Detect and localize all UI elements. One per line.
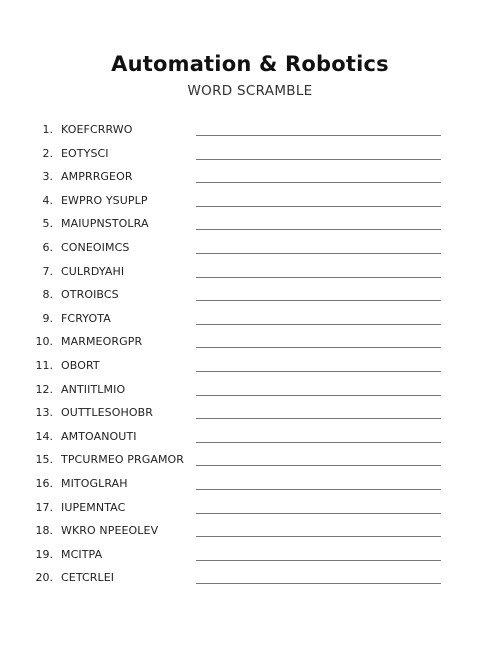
scrambled-word: KOEFCRRWO: [61, 123, 133, 136]
list-item: [0, 142, 500, 166]
list-item: [0, 519, 500, 543]
item-number: 17.: [35, 500, 53, 514]
answer-line[interactable]: [196, 489, 441, 490]
list-item: [0, 543, 500, 567]
answer-line[interactable]: [196, 229, 441, 230]
list-item: [0, 401, 500, 425]
list-item: [0, 165, 500, 189]
item-number: 2.: [42, 146, 53, 160]
list-item: [0, 118, 500, 142]
answer-line[interactable]: [196, 465, 441, 466]
scrambled-word: AMTOANOUTI: [61, 429, 137, 443]
item-number: 20.: [35, 571, 53, 585]
item-number: 9.: [42, 311, 53, 325]
list-item: [0, 566, 500, 590]
scrambled-word: TPCURMEO PRGAMOR: [61, 453, 185, 467]
scrambled-word: MAIUPNSTOLRA: [61, 217, 149, 231]
answer-line[interactable]: [196, 395, 441, 396]
answer-line[interactable]: [196, 513, 441, 514]
scramble-list: [0, 118, 500, 590]
answer-line[interactable]: [196, 159, 441, 160]
item-number: 6.: [42, 240, 53, 254]
item-number: 13.: [35, 406, 53, 420]
answer-line[interactable]: [196, 536, 441, 537]
item-number: 18.: [35, 524, 53, 538]
scrambled-word: OUTTLESOHOBR: [61, 406, 153, 420]
list-item: [0, 448, 500, 472]
list-item: [0, 260, 500, 284]
answer-line[interactable]: [196, 347, 441, 348]
list-item: [0, 307, 500, 331]
scrambled-word: ANTIITLMIO: [61, 382, 126, 396]
item-number: 12.: [35, 382, 53, 396]
list-item: [0, 472, 500, 496]
scrambled-word: AMPRRGEOR: [61, 170, 133, 184]
list-item: [0, 189, 500, 213]
answer-line[interactable]: [196, 253, 441, 254]
list-item: [0, 496, 500, 520]
scrambled-word: EOTYSCI: [61, 146, 109, 160]
answer-line[interactable]: [196, 324, 441, 325]
answer-line[interactable]: [196, 371, 441, 372]
list-item: [0, 378, 500, 402]
answer-line[interactable]: [196, 277, 441, 278]
scrambled-word: MITOGLRAH: [61, 476, 128, 490]
item-number: 3.: [42, 170, 53, 184]
item-number: 19.: [35, 547, 53, 561]
page-title: Automation & Robotics: [111, 52, 389, 76]
list-item: [0, 236, 500, 260]
item-number: 7.: [42, 264, 53, 278]
scrambled-word: MCITPA: [61, 547, 103, 561]
answer-line[interactable]: [196, 560, 441, 561]
list-item: [0, 283, 500, 307]
item-number: 10.: [35, 335, 53, 349]
item-number: 11.: [35, 358, 53, 372]
item-number: 1.: [42, 123, 53, 136]
answer-line[interactable]: [196, 583, 441, 584]
scrambled-word: FCRYOTA: [61, 311, 111, 325]
item-number: 4.: [42, 193, 53, 207]
list-item: [0, 212, 500, 236]
scrambled-word: IUPEMNTAC: [61, 500, 126, 514]
item-number: 14.: [35, 429, 53, 443]
list-item: [0, 354, 500, 378]
scrambled-word: EWPRO YSUPLP: [61, 193, 148, 207]
scrambled-word: CULRDYAHI: [61, 264, 125, 278]
answer-line[interactable]: [196, 300, 441, 301]
answer-line[interactable]: [196, 442, 441, 443]
page-subtitle: WORD SCRAMBLE: [187, 83, 313, 99]
answer-line[interactable]: [196, 135, 441, 136]
scrambled-word: OTROIBCS: [61, 288, 119, 302]
scrambled-word: WKRO NPEEOLEV: [61, 524, 159, 538]
list-item: [0, 425, 500, 449]
item-number: 16.: [35, 476, 53, 490]
item-number: 15.: [35, 453, 53, 467]
answer-line[interactable]: [196, 206, 441, 207]
item-number: 8.: [42, 288, 53, 302]
list-item: [0, 330, 500, 354]
scrambled-word: CONEOIMCS: [61, 240, 130, 254]
item-number: 5.: [42, 217, 53, 231]
answer-line[interactable]: [196, 418, 441, 419]
scrambled-word: OBORT: [61, 358, 100, 372]
scrambled-word: MARMEORGPR: [61, 335, 143, 349]
answer-line[interactable]: [196, 182, 441, 183]
scrambled-word: CETCRLEI: [61, 571, 115, 585]
